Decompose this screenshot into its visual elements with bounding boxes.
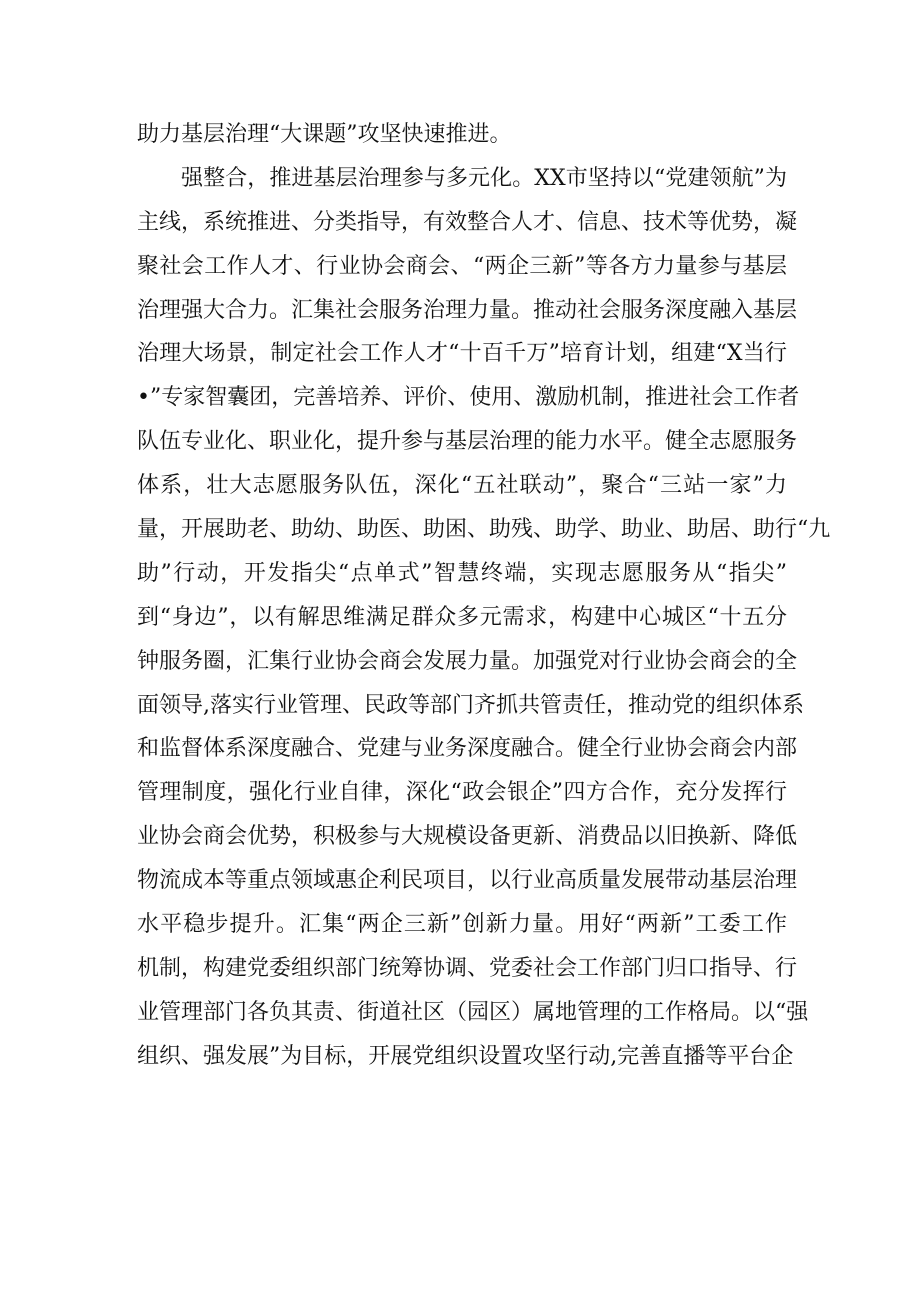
text-line: 物流成本等重点领域惠企利民项目，以行业高质量发展带动基层治理 — [137, 868, 798, 894]
text-line: 助”行动，开发指尖“点单式”智慧终端，实现志愿服务从“指尖” — [137, 560, 787, 586]
text-line: •”专家智囊团，完善培养、评价、使用、激励机制，推进社会工作者 — [137, 385, 800, 411]
text-line: 水平稳步提升。汇集“两企三新”创新力量。用好“两新”工委工作 — [137, 912, 787, 938]
text-line: 量，开展助老、助幼、助医、助困、助残、助学、助业、助居、助行“九 — [137, 517, 831, 543]
text-line: 面领导,落实行业管理、民政等部门齐抓共管责任，推动党的组织体系 — [137, 692, 804, 718]
text-line: 主线，系统推进、分类指导，有效整合人才、信息、技术等优势，凝 — [137, 209, 798, 235]
text-line: 钟服务圈，汇集行业协会商会发展力量。加强党对行业协会商会的全 — [137, 648, 798, 674]
text-line: 业协会商会优势，积极参与大规模设备更新、消费品以旧换新、降低 — [137, 824, 798, 850]
text-line: 治理大场景，制定社会工作人才“十百千万”培育计划，组建“X当行 — [137, 341, 787, 367]
text-line: 和监督体系深度融合、党建与业务深度融合。健全行业协会商会内部 — [137, 736, 798, 762]
body-text — [137, 113, 831, 1079]
text-line: 强整合，推进基层治理参与多元化。XX市坚持以“党建领航”为 — [181, 165, 787, 191]
text-line: 治理强大合力。汇集社会服务治理力量。推动社会服务深度融入基层 — [137, 297, 798, 323]
text-line: 体系，壮大志愿服务队伍，深化“五社联动”，聚合“三站一家”力 — [137, 473, 787, 499]
text-line: 组织、强发展”为目标，开展党组织设置攻坚行动,完善直播等平台企 — [137, 1043, 794, 1069]
text-line: 助力基层治理“大课题”攻坚快速推进。 — [137, 122, 512, 147]
text-line: 到“身边”，以有解思维满足群众多元需求，构建中心城区“十五分 — [137, 604, 787, 630]
text-line: 业管理部门各负其责、街道社区（园区）属地管理的工作格局。以“强 — [137, 999, 809, 1025]
text-line: 队伍专业化、职业化，提升参与基层治理的能力水平。健全志愿服务 — [137, 429, 798, 455]
text-line: 聚社会工作人才、行业协会商会、“两企三新”等各方力量参与基层 — [137, 253, 787, 279]
text-line: 机制，构建党委组织部门统筹协调、党委社会工作部门归口指导、行 — [137, 955, 798, 981]
text-line: 管理制度，强化行业自律，深化“政会银企”四方合作，充分发挥行 — [137, 780, 787, 806]
